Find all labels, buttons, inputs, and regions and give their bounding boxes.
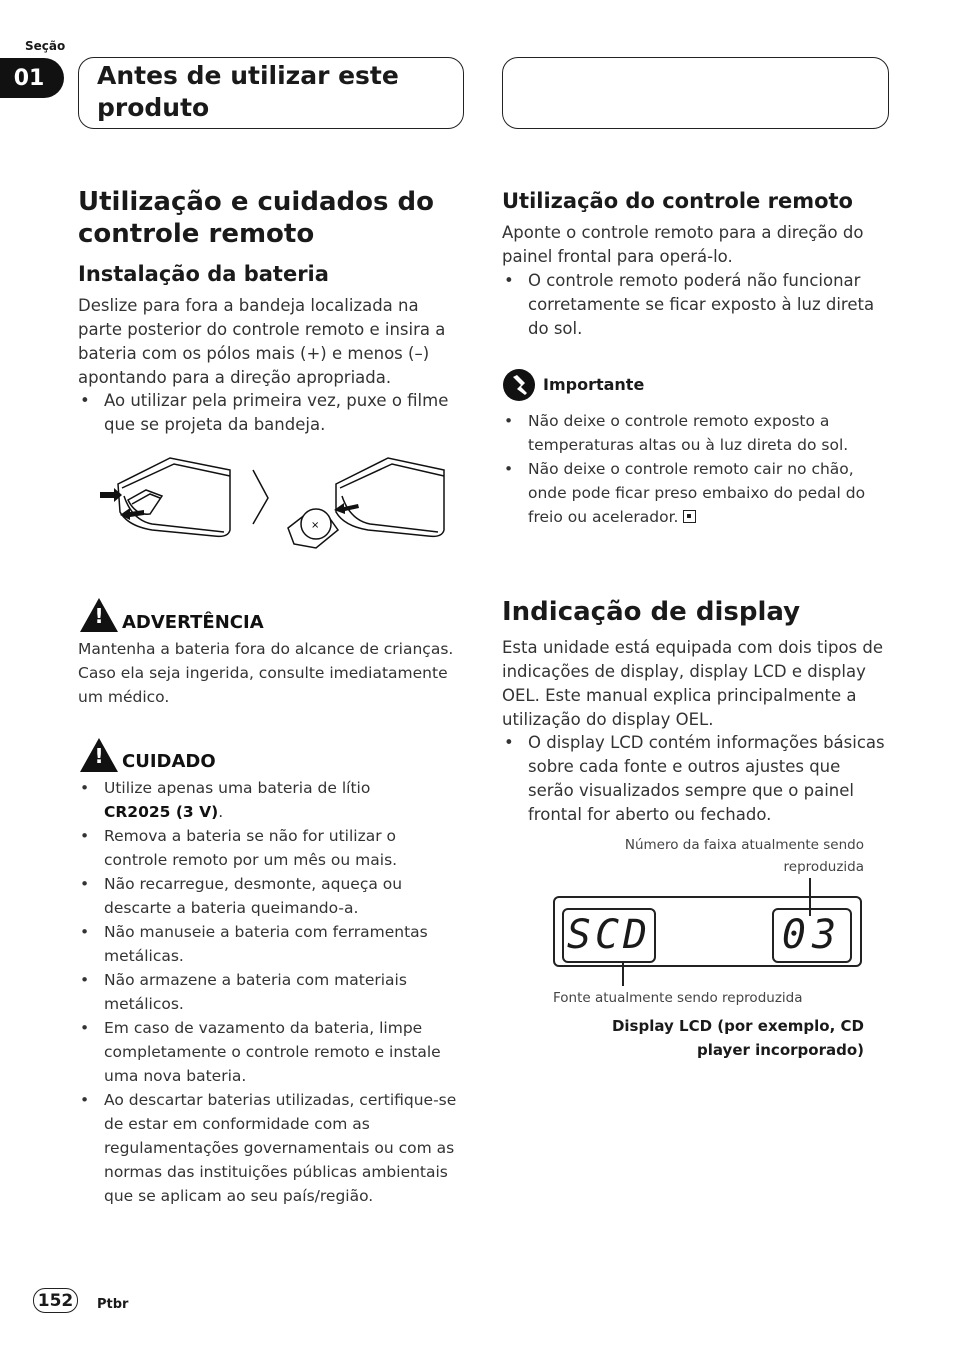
remote-text: Aponte o controle remoto para a direção do painel frontal para operá-lo.: [502, 223, 864, 266]
list-item: • Não deixe o controle remoto exposto a temperaturas altas ou à luz direta do sol.: [502, 409, 890, 457]
section-label: Seção: [25, 39, 66, 53]
callout-line: [622, 962, 624, 986]
list-item: • O display LCD contém informações básicas sobre cada fonte e outros ajustes que serão visualizados sempre que o painel frontal for aberto ou fechado.: [502, 731, 890, 827]
list-item: • Não recarregue, desmonte, aqueça ou descarte a bateria queimando-a.: [78, 872, 464, 920]
source-caption: Fonte atualmente sendo reproduzida: [553, 990, 803, 1006]
list-item: • O controle remoto poderá não funcionar corretamente se ficar exposto à luz direta do sol.: [502, 269, 884, 341]
display-bullets: [502, 731, 890, 827]
list-item: • Não deixe o controle remoto cair no chão, onde pode ficar preso embaixo do pedal do freio ou acelerador.: [502, 457, 890, 529]
warning-title: ADVERTÊNCIA: [122, 612, 264, 633]
lcd-track-text: 03: [781, 912, 843, 958]
important-bullets: [502, 409, 890, 529]
remote-title: Utilização do controle remoto: [502, 189, 853, 213]
important-title: Importante: [543, 375, 645, 394]
list-item: • Em caso de vazamento da bateria, limpe completamente o controle remoto e instale uma nova bateria.: [78, 1016, 464, 1088]
battery-title: Instalação da bateria: [78, 262, 329, 286]
caution-title: CUIDADO: [122, 751, 216, 772]
empty-header-box: [502, 57, 889, 129]
caution-bullets: [78, 776, 464, 1208]
svg-text:×: ×: [311, 520, 320, 531]
battery-bullets: [78, 389, 450, 437]
battery-text: Deslize para fora a bandeja localizada na parte posterior do controle remoto e insira a bateria com os pólos mais (+) e menos (–) apontando para a direção apropriada.: [78, 296, 446, 387]
lcd-source-text: SCD: [566, 912, 652, 958]
track-number-caption: Número da faixa atualmente sendo reproduzida: [624, 837, 864, 875]
main-title: Utilização e cuidados do controle remoto: [78, 187, 434, 249]
section-number: 01: [0, 58, 64, 98]
list-item: • Ao utilizar pela primeira vez, puxe o filme que se projeta da bandeja.: [78, 389, 450, 437]
remote-bullets: [502, 269, 884, 341]
display-text: Esta unidade está equipada com dois tipos de indicações de display, display LCD e display OEL. Este manual explica principalmente a utilização do display OEL.: [502, 638, 884, 729]
list-item: • Remova a bateria se não for utilizar o controle remoto por um mês ou mais.: [78, 824, 464, 872]
language-code: Ptbr: [97, 1297, 129, 1312]
list-item: • Não armazene a bateria com materiais metálicos.: [78, 968, 464, 1016]
figure-caption: Display LCD (por exemplo, CD player incorporado): [611, 1017, 864, 1059]
list-item: • Não manuseie a bateria com ferramentas metálicas.: [78, 920, 464, 968]
list-item: • Ao descartar baterias utilizadas, certifique-se de estar em conformidade com as regulamentações governamentais ou com as normas das instituições públicas ambientais que se aplicam ao seu país/região.: [78, 1088, 464, 1208]
page-number: 152: [33, 1288, 78, 1313]
battery-installation-illustration: [92, 452, 448, 556]
chapter-title: Antes de utilizar este produto: [97, 61, 399, 122]
end-mark-icon: [683, 510, 696, 523]
warning-text: Mantenha a bateria fora do alcance de crianças. Caso ela seja ingerida, consulte imediatamente um médico.: [78, 640, 454, 706]
list-item: • Utilize apenas uma bateria de lítio CR2025 (3 V).: [78, 776, 464, 824]
important-icon: [503, 369, 535, 401]
display-title: Indicação de display: [502, 597, 801, 627]
